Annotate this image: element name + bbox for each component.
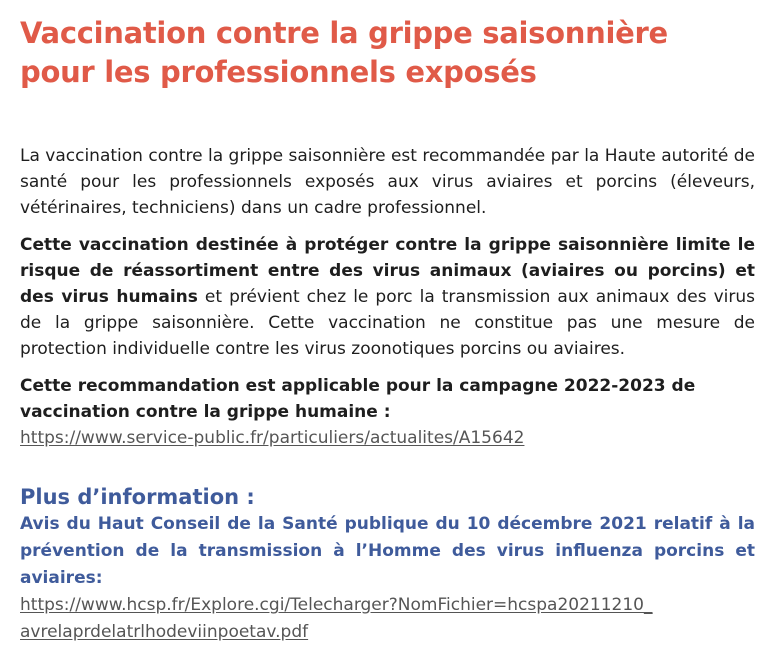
campaign-paragraph (20, 373, 755, 451)
more-info-heading: Plus d’information : (20, 485, 255, 509)
title-line-1: Vaccination contre la grippe saisonnière (20, 16, 668, 50)
title-line-2: pour les professionnels exposés (20, 55, 537, 89)
hcsp-link-line-1: https://www.hcsp.fr/Explore.cgi/Telecharger?NomFichier=hcspa20211210_ (20, 595, 653, 615)
page-title (20, 14, 755, 92)
service-public-link[interactable]: https://www.service-public.fr/particuliers/actualites/A15642 (20, 428, 525, 448)
purpose-rest-text: et prévient chez le porc la transmission aux animaux des virus de la grippe saisonnière. Cette vaccination ne constitue pas une mesure de protection individuelle contre les virus zoonotiques porcins ou aviaires. (20, 287, 756, 359)
intro-paragraph: La vaccination contre la grippe saisonnière est recommandée par la Haute autorité de santé pour les professionnels exposés aux virus aviaires et porcins (éleveurs, vétérinaires, techniciens) dans un cadre professionnel. (20, 146, 756, 218)
hcsp-advice-description: Avis du Haut Conseil de la Santé publique du 10 décembre 2021 relatif à la prévention de la transmission à l’Homme des virus influenza porcins et aviaires: (20, 514, 755, 588)
campaign-bold-text: Cette recommandation est applicable pour la campagne 2022-2023 de vaccination contre la grippe humaine : (20, 376, 696, 422)
hcsp-link-line-2: avrelaprdelatrlhodeviinpoetav.pdf (20, 622, 309, 642)
vaccination-purpose-paragraph (20, 232, 755, 362)
purpose-bold-text: Cette vaccination destinée à protéger contre la grippe saisonnière limite le risque de réassortiment entre des virus animaux (aviaires ou porcins) et des virus humains (20, 235, 755, 307)
hcsp-pdf-link[interactable] (20, 592, 755, 646)
